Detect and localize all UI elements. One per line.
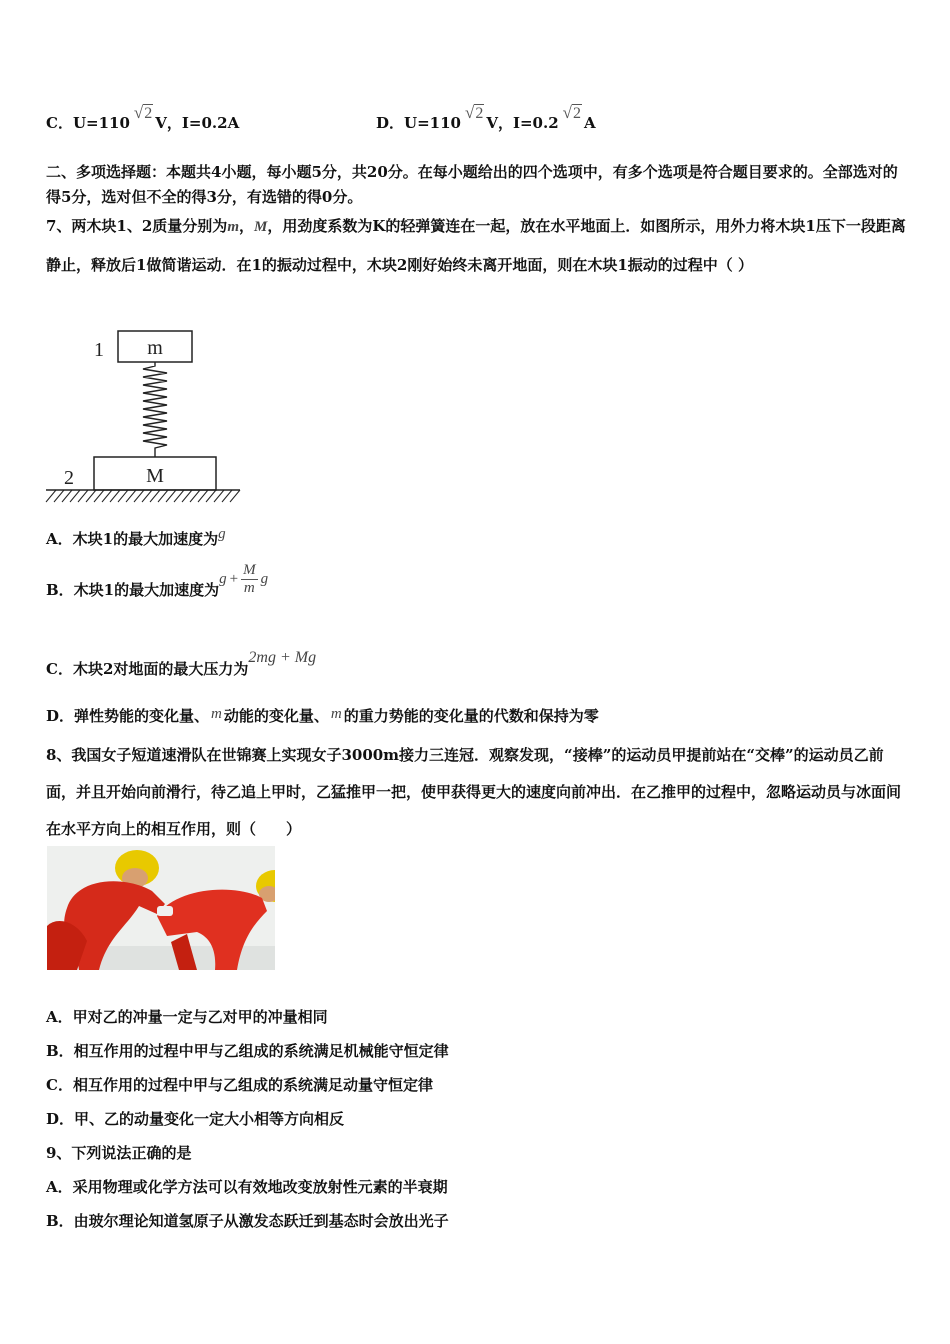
q8-option-d: D．甲、乙的动量变化一定大小相等方向相反 (46, 1110, 345, 1128)
q6-option-d-mid: V，I=0.2 (486, 114, 559, 132)
math-m: m (330, 706, 342, 722)
math-plus: + (229, 571, 239, 587)
q6-option-c-prefix: C．U=110 (46, 114, 130, 132)
ground-hatch (46, 490, 240, 502)
q7-option-a-text: A．木块1的最大加速度为 (46, 530, 219, 548)
q6-option-d-prefix: D．U=110 (376, 114, 461, 132)
speed-skaters-photo (47, 846, 275, 970)
q7-option-a (46, 528, 226, 549)
q7-option-d (46, 705, 599, 726)
spring (143, 362, 167, 457)
q6-option-d (376, 103, 596, 133)
block-M-label: M (146, 465, 164, 487)
q6-option-d-suffix: A (583, 114, 596, 132)
q8-option-c: C．相互作用的过程中甲与乙组成的系统满足动量守恒定律 (46, 1076, 433, 1094)
fraction-numerator: M (243, 561, 256, 578)
sqrt-symbol: √2 (562, 103, 581, 122)
q7-stem (46, 207, 908, 284)
q7-option-d-text1: D．弹性势能的变化量、 (46, 707, 210, 725)
q7-option-d-text3: 的重力势能的变化量的代数和保持为零 (343, 707, 599, 725)
q8-option-b: B．相互作用的过程中甲与乙组成的系统满足机械能守恒定律 (46, 1042, 449, 1060)
block-m-label: m (147, 337, 163, 359)
figure-label-2: 2 (64, 467, 74, 489)
section-heading: 二、多项选择题：本题共4小题，每小题5分，共20分。在每小题给出的四个选项中，有多个选项是符合题目要求的。全部选对的得5分，选对但不全的得3分，有选错的得0分。 (46, 163, 898, 206)
sqrt-radicand: 2 (475, 105, 484, 122)
q7-option-d-text2: 动能的变化量、 (223, 707, 329, 725)
fraction-denominator: m (243, 579, 255, 596)
q6-option-c-suffix: V，I=0.2A (155, 114, 240, 132)
math-m: m (211, 706, 222, 722)
sqrt-radicand: 2 (144, 105, 153, 122)
math-g: g (218, 526, 226, 542)
q7-stem-part1: 7、两木块1、2质量分别为 (46, 217, 228, 235)
sqrt-symbol: √2 (464, 103, 484, 122)
q9-option-b: B．由玻尔理论知道氢原子从激发态跃迁到基态时会放出光子 (46, 1212, 449, 1230)
spring-block-figure (44, 326, 244, 506)
sqrt-symbol: √2 (133, 103, 153, 122)
q7-option-c-text: C．木块2对地面的最大压力为 (46, 660, 249, 678)
math-M: M (254, 219, 268, 235)
math-fraction (241, 562, 258, 597)
math-g: g (219, 571, 227, 587)
q9-stem: 9、下列说法正确的是 (46, 1144, 192, 1162)
figure-label-1: 1 (94, 339, 104, 361)
q7-option-c (46, 649, 317, 679)
q6-option-c (46, 103, 240, 133)
q7-option-b (46, 562, 268, 599)
math-expression: 2mg + Mg (248, 649, 317, 666)
q7-stem-part2: ，用劲度系数为K的轻弹簧连在一起，放在水平地面上．如图所示，用外力将木块1压下一段距离静止，释放后1做简谐运动．在1的振动过程中，木块2刚好始终未离开地面，则在木块1振动的过程中（ ） (46, 217, 906, 274)
q8-stem: 8、我国女子短道速滑队在世锦赛上实现女子3000m接力三连冠．观察发现，“接棒”的运动员甲提前站在“交棒”的运动员乙前面，并且开始向前滑行，待乙追上甲时，乙猛推甲一把，使甲获得更大的速度向前冲出．在乙推甲的过程中，忽略运动员与冰面间在水平方向上的相互作用，则（ ） (46, 746, 902, 838)
q7-sep: ， (238, 217, 254, 235)
sqrt-radicand: 2 (572, 105, 581, 122)
math-m: m (227, 219, 239, 235)
q9-option-a: A．采用物理或化学方法可以有效地改变放射性元素的半衰期 (46, 1178, 448, 1196)
q7-option-b-text: B．木块1的最大加速度为 (46, 581, 220, 599)
math-g: g (260, 571, 269, 587)
q8-option-a: A．甲对乙的冲量一定与乙对甲的冲量相同 (46, 1008, 328, 1026)
